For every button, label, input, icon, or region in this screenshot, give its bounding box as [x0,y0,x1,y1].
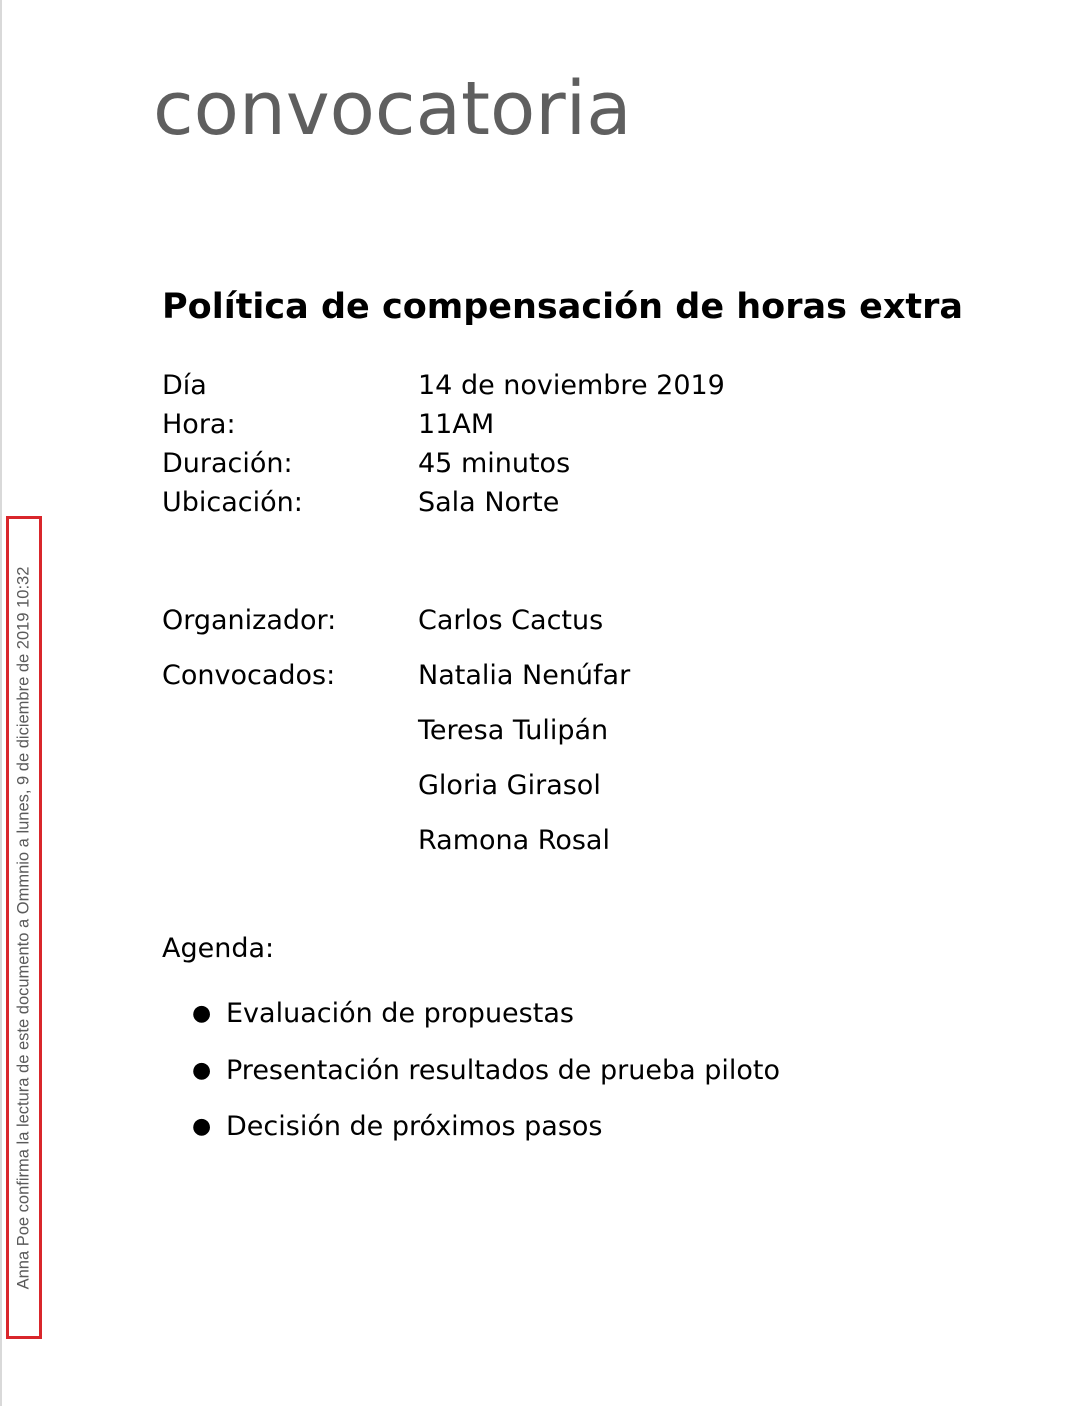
detail-row-day [162,366,725,405]
invitee-name: Natalia Nenúfar [418,660,631,691]
document-title: Política de compensación de horas extra [162,287,964,327]
invitee-row [162,657,630,712]
agenda-item-text: Evaluación de propuestas [226,998,574,1030]
detail-row-time [162,405,725,444]
invitees-label: Convocados: [162,660,336,691]
detail-value: 45 minutos [418,448,571,479]
agenda-list [192,986,780,1156]
participants [162,602,630,877]
document-type-heading: convocatoria [153,66,632,152]
organizer-row [162,602,630,657]
agenda-item-text: Presentación resultados de prueba piloto [226,1054,780,1086]
detail-value: Sala Norte [418,487,560,518]
detail-row-location [162,483,725,522]
invitee-row [162,767,630,822]
meeting-details [162,366,725,522]
organizer-name: Carlos Cactus [418,605,604,636]
detail-row-duration [162,444,725,483]
bullet-icon: ● [192,1114,212,1140]
agenda-item [192,986,780,1043]
agenda-item [192,1099,780,1156]
detail-value: 14 de noviembre 2019 [418,370,725,401]
detail-label: Día [162,370,207,401]
invitee-name: Gloria Girasol [418,770,601,801]
detail-label: Duración: [162,448,293,479]
invitee-row [162,712,630,767]
agenda-item [192,1043,780,1100]
bullet-icon: ● [192,1057,212,1083]
detail-label: Hora: [162,409,236,440]
agenda-heading: Agenda: [162,933,275,964]
page-left-edge [0,0,2,1406]
agenda-item-text: Decisión de próximos pasos [226,1111,603,1143]
invitee-name: Ramona Rosal [418,825,610,856]
bullet-icon: ● [192,1001,212,1027]
organizer-label: Organizador: [162,605,337,636]
read-confirmation-stamp [6,516,42,1339]
detail-label: Ubicación: [162,487,303,518]
invitee-row [162,822,630,877]
detail-value: 11AM [418,409,495,440]
invitee-name: Teresa Tulipán [418,715,609,746]
read-confirmation-text: Anna Poe confirma la lectura de este documento a Ommnio a lunes, 9 de diciembre de 2019 10:32 [14,566,33,1289]
